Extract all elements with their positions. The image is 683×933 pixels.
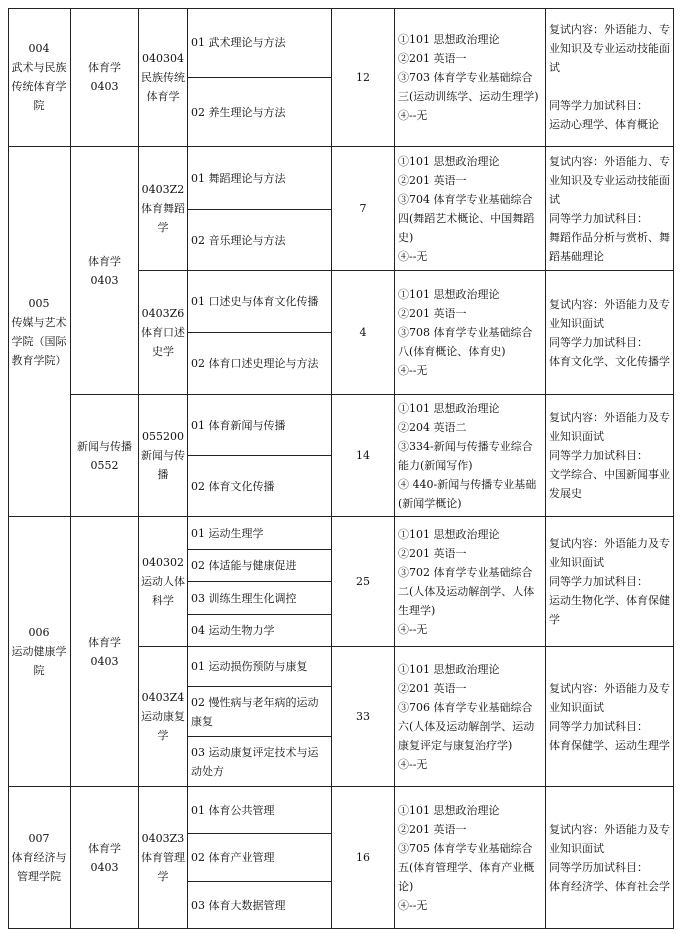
discipline-cell: [71, 517, 139, 787]
retest-content: 复试内容：外语能力、专业知识及专业运动技能面试 同等学力加试科目： 舞蹈作品分析与赏析、舞蹈基础理论: [549, 154, 670, 263]
direction-label: 02 体育口述史理论与方法: [191, 357, 319, 370]
direction-cell: [188, 210, 332, 271]
retest-content: 复试内容：外语能力及专业知识面试 同等学历加试科目： 体育经济学、体育社会学: [549, 822, 670, 893]
direction-cell: [188, 550, 332, 582]
direction-label: 02 体育文化传播: [191, 479, 275, 493]
college-cell: [8, 8, 71, 147]
quota-cell: [332, 147, 395, 271]
direction-label: 01 舞蹈理论与方法: [191, 171, 286, 185]
direction-cell: [188, 517, 332, 550]
exam-cell: [395, 787, 546, 929]
direction-label: 02 体育产业管理: [191, 851, 275, 864]
retest-cell: [546, 647, 674, 787]
quota-value: 16: [356, 851, 370, 864]
exam-cell: [395, 517, 546, 647]
quota-cell: [332, 787, 395, 929]
quota-value: 7: [359, 202, 367, 215]
quota-value: 25: [356, 575, 370, 588]
exam-subjects: ①101 思想政治理论 ②201 英语一 ③706 体育学专业基础综合六(人体及运动解剖学、运动康复评定与康复治疗学) ④--无: [398, 662, 535, 771]
direction-label: 02 体适能与健康促进: [191, 559, 297, 572]
quota-cell: [332, 647, 395, 787]
exam-cell: [395, 271, 546, 395]
retest-cell: [546, 787, 674, 929]
direction-cell: [188, 882, 332, 929]
direction-label: 01 武术理论与方法: [191, 36, 286, 49]
direction-label: 01 口述史与体育文化传播: [191, 295, 319, 308]
quota-cell: [332, 271, 395, 395]
college-cell: [8, 517, 71, 787]
discipline-name: 体育学 0403: [88, 254, 121, 287]
direction-cell: [188, 333, 332, 395]
direction-label: 01 运动损伤预防与康复: [191, 660, 308, 673]
retest-cell: [546, 517, 674, 647]
discipline-cell: [71, 787, 139, 929]
exam-subjects: ①101 思想政治理论 ②201 英语一 ③703 体育学专业基础综合三(运动训练学、运动生理学) ④--无: [398, 32, 539, 122]
discipline-name: 新闻与传播 0552: [77, 439, 132, 472]
discipline-cell: [71, 395, 139, 517]
exam-subjects: ①101 思想政治理论 ②201 英语一 ③702 体育学专业基础综合二(人体及运动解剖学、人体生理学) ④--无: [398, 527, 535, 636]
discipline-name: 体育学 0403: [88, 841, 121, 874]
quota-value: 33: [356, 710, 370, 723]
retest-content: 复试内容：外语能力及专业知识面试 同等学力加试科目： 文学综合、中国新闻事业发展史: [549, 411, 670, 500]
discipline-name: 体育学 0403: [88, 61, 121, 93]
direction-cell: [188, 582, 332, 615]
exam-subjects: ①101 思想政治理论 ②201 英语一 ③708 体育学专业基础综合八(体育概论、体育史) ④--无: [398, 288, 533, 377]
quota-cell: [332, 8, 395, 147]
college-name: 007 体育经济与管理学院: [11, 832, 67, 883]
direction-cell: [188, 687, 332, 737]
college-name: 006 运动健康学院: [11, 626, 67, 677]
major-name: 0403Z6 体育口述史学: [141, 307, 185, 358]
direction-cell: [188, 787, 332, 834]
direction-label: 02 慢性病与老年病的运动康复: [191, 695, 319, 728]
direction-cell: [188, 834, 332, 882]
direction-cell: [188, 8, 332, 78]
direction-label: 01 体育公共管理: [191, 803, 275, 817]
direction-cell: [188, 78, 332, 147]
direction-cell: [188, 647, 332, 687]
college-cell: [8, 787, 71, 929]
exam-cell: [395, 395, 546, 517]
exam-subjects: ①101 思想政治理论 ②204 英语二 ③334-新闻与传播专业综合能力(新闻写作) ④ 440-新闻与传播专业基础(新闻学概论): [398, 401, 537, 510]
quota-cell: [332, 517, 395, 647]
direction-cell: [188, 456, 332, 517]
retest-cell: [546, 271, 674, 395]
direction-label: 01 运动生理学: [191, 526, 264, 540]
major-cell: [139, 8, 188, 147]
quota-value: 14: [356, 449, 370, 462]
direction-label: 03 训练生理生化调控: [191, 591, 297, 605]
direction-label: 02 养生理论与方法: [191, 105, 286, 119]
retest-cell: [546, 147, 674, 271]
discipline-cell: [71, 8, 139, 147]
college-name: 004 武术与民族传统体育学院: [11, 42, 67, 112]
major-cell: [139, 147, 188, 271]
quota-value: 4: [359, 326, 367, 339]
major-cell: [139, 787, 188, 929]
direction-label: 02 音乐理论与方法: [191, 233, 286, 247]
retest-content: 复试内容：外语能力及专业知识面试 同等学力加试科目： 体育保健学、运动生理学: [549, 681, 670, 752]
direction-cell: [188, 615, 332, 647]
direction-label: 03 体育大数据管理: [191, 898, 286, 912]
retest-content: 复试内容：外语能力及专业知识面试 同等学力加试科目： 运动生物化学、体育保健学: [549, 537, 670, 626]
major-name: 055200 新闻与传播: [141, 430, 185, 481]
exam-cell: [395, 147, 546, 271]
direction-cell: [188, 737, 332, 787]
discipline-cell: [71, 147, 139, 395]
admissions-table: [8, 8, 674, 929]
direction-cell: [188, 395, 332, 456]
discipline-name: 体育学 0403: [88, 635, 121, 668]
quota-value: 12: [356, 70, 370, 84]
college-name: 005 传媒与艺术学院（国际教育学院）: [11, 296, 67, 367]
exam-subjects: ①101 思想政治理论 ②201 英语一 ③704 体育学专业基础综合四(舞蹈艺术概论、中国舞蹈史) ④--无: [398, 154, 535, 263]
major-name: 0403Z3 体育管理学: [141, 832, 185, 883]
direction-label: 01 体育新闻与传播: [191, 418, 286, 432]
direction-cell: [188, 271, 332, 333]
major-name: 0403Z4 运动康复学: [141, 691, 185, 742]
major-cell: [139, 517, 188, 647]
retest-cell: [546, 395, 674, 517]
retest-content: 复试内容：外语能力及专业知识面试 同等学力加试科目： 体育文化学、文化传播学: [549, 297, 670, 368]
major-name: 0403Z2 体育舞蹈学: [141, 183, 185, 234]
direction-cell: [188, 147, 332, 210]
retest-content: 复试内容：外语能力、专业知识及专业运动技能面试 同等学力加试科目： 运动心理学、体育概论: [549, 23, 670, 131]
direction-label: 04 运动生物力学: [191, 624, 275, 637]
retest-cell: [546, 8, 674, 147]
direction-label: 03 运动康复评定技术与运动处方: [191, 745, 319, 778]
major-cell: [139, 647, 188, 787]
quota-cell: [332, 395, 395, 517]
exam-cell: [395, 8, 546, 147]
major-name: 040304 民族传统体育学: [141, 51, 185, 103]
exam-cell: [395, 647, 546, 787]
major-cell: [139, 271, 188, 395]
college-cell: [8, 147, 71, 517]
exam-subjects: ①101 思想政治理论 ②201 英语一 ③705 体育学专业基础综合五(体育管理学、体育产业概论) ④--无: [398, 803, 535, 912]
major-cell: [139, 395, 188, 517]
major-name: 040302 运动人体科学: [141, 556, 185, 607]
